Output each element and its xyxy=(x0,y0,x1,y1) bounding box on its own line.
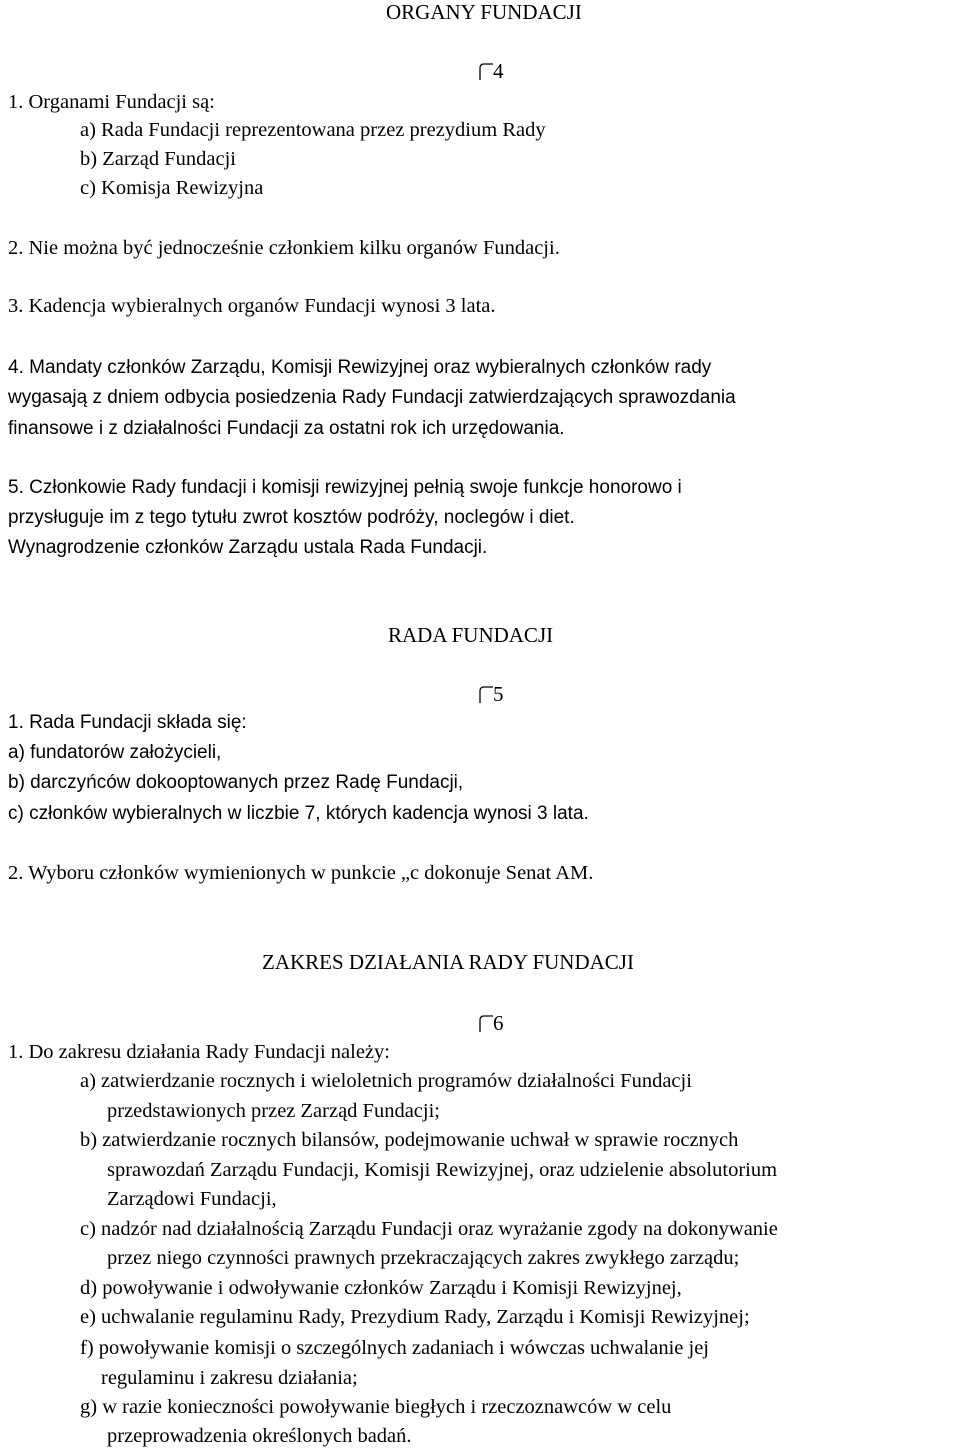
paragraph-line: przysługuje im z tego tytułu zwrot kosztów podróży, noclegów i diet. xyxy=(8,507,575,528)
section-number xyxy=(478,60,504,82)
section-sign-icon xyxy=(478,1012,493,1030)
list-item-continuation: przeprowadzenia określonych badań. xyxy=(107,1425,412,1447)
section-number xyxy=(478,683,504,705)
list-item: b) zatwierdzanie rocznych bilansów, podejmowanie uchwał w sprawie rocznych xyxy=(80,1129,739,1151)
list-item: e) uchwalanie regulaminu Rady, Prezydium Rady, Zarządu i Komisji Rewizyjnej; xyxy=(80,1306,750,1328)
list-item-continuation: sprawozdań Zarządu Fundacji, Komisji Rewizyjnej, oraz udzielenie absolutorium xyxy=(107,1159,778,1181)
list-item: c) nadzór nad działalnością Zarządu Fundacji oraz wyrażanie zgody na dokonywanie xyxy=(80,1218,778,1240)
list-item: c) Komisja Rewizyjna xyxy=(80,177,264,199)
paragraph-line: wygasają z dniem odbycia posiedzenia Rady Fundacji zatwierdzających sprawozdania xyxy=(8,387,736,408)
list-item-continuation: przez niego czynności prawnych przekraczających zakres zwykłego zarządu; xyxy=(107,1247,740,1269)
paragraph-line: 2. Wyboru członków wymienionych w punkcie „c dokonuje Senat AM. xyxy=(8,862,594,884)
paragraph-line: 2. Nie można być jednocześnie członkiem kilku organów Fundacji. xyxy=(8,237,560,259)
list-item: f) powoływanie komisji o szczególnych zadaniach i wówczas uchwalanie jej xyxy=(80,1337,710,1359)
paragraph-line: Wynagrodzenie członków Zarządu ustala Rada Fundacji. xyxy=(8,537,488,558)
list-item-continuation: regulaminu i zakresu działania; xyxy=(101,1367,358,1389)
list-item: b) Zarząd Fundacji xyxy=(80,148,236,170)
list-item-continuation: przedstawionych przez Zarząd Fundacji; xyxy=(107,1100,440,1122)
section-number xyxy=(478,1012,504,1034)
section-sign-icon xyxy=(478,683,493,701)
section-heading: ZAKRES DZIAŁANIA RADY FUNDACJI xyxy=(262,950,634,974)
section-number-text: 6 xyxy=(493,1011,504,1035)
paragraph-line: 1. Do zakresu działania Rady Fundacji należy: xyxy=(8,1041,390,1063)
list-item: g) w razie konieczności powoływanie biegłych i rzeczoznawców w celu xyxy=(80,1396,672,1418)
section-sign-icon xyxy=(478,60,493,78)
paragraph-line: finansowe i z działalności Fundacji za ostatni rok ich urzędowania. xyxy=(8,418,565,439)
paragraph-line: 3. Kadencja wybieralnych organów Fundacji wynosi 3 lata. xyxy=(8,295,496,317)
section-number-text: 4 xyxy=(493,59,504,83)
paragraph-line: 1. Rada Fundacji składa się: xyxy=(8,712,247,733)
list-item: a) fundatorów założycieli, xyxy=(8,742,222,763)
section-heading: RADA FUNDACJI xyxy=(388,623,554,647)
list-item: c) członków wybieralnych w liczbie 7, których kadencja wynosi 3 lata. xyxy=(8,803,589,824)
section-number-text: 5 xyxy=(493,682,504,706)
paragraph-line: 5. Członkowie Rady fundacji i komisji rewizyjnej pełnią swoje funkcje honorowo i xyxy=(8,477,682,498)
list-item-continuation: Zarządowi Fundacji, xyxy=(107,1188,277,1210)
list-item: a) Rada Fundacji reprezentowana przez prezydium Rady xyxy=(80,119,546,141)
paragraph-line: 4. Mandaty członków Zarządu, Komisji Rewizyjnej oraz wybieralnych członków rady xyxy=(8,357,712,378)
paragraph-line: 1. Organami Fundacji są: xyxy=(8,91,215,113)
list-item: a) zatwierdzanie rocznych i wieloletnich programów działalności Fundacji xyxy=(80,1070,692,1092)
list-item: b) darczyńców dokooptowanych przez Radę Fundacji, xyxy=(8,772,464,793)
list-item: d) powoływanie i odwoływanie członków Zarządu i Komisji Rewizyjnej, xyxy=(80,1277,682,1299)
section-heading: ORGANY FUNDACJI xyxy=(386,0,582,24)
